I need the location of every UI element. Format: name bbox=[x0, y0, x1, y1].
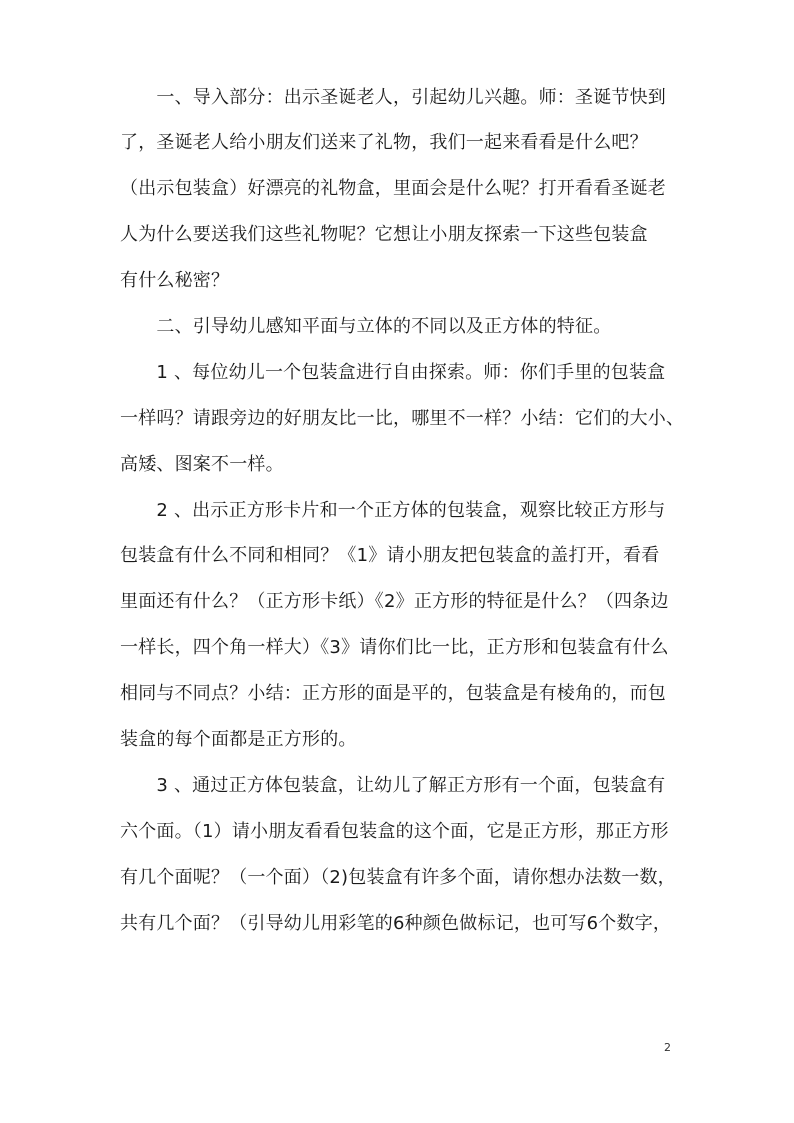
text-line: 了，圣诞老人给小朋友们送来了礼物，我们一起来看看是什么吧？ bbox=[120, 132, 648, 153]
text-line: 里面还有什么？（正方形卡纸）《2》正方形的特征是什么？（四条边 bbox=[120, 591, 669, 612]
text-line: 一样长，四个角一样大）《3》请你们比一比，正方形和包装盒有什么 bbox=[120, 637, 669, 658]
text-line: 3 、通过正方体包装盒，让幼儿了解正方形有一个面，包装盒有 bbox=[120, 775, 666, 796]
text-line: 包装盒有什么不同和相同？《1》请小朋友把包装盒的盖打开，看看 bbox=[120, 545, 660, 566]
text-line: 相同与不同点？小结：正方形的面是平的，包装盒是有棱角的，而包 bbox=[120, 683, 666, 704]
text-line: 1 、每位幼儿一个包装盒进行自由探索。师：你们手里的包装盒 bbox=[120, 362, 666, 383]
text-line: 高矮、图案不一样。 bbox=[120, 454, 284, 475]
text-line: 二、引导幼儿感知平面与立体的不同以及正方体的特征。 bbox=[120, 316, 612, 337]
text-line: 一样吗？请跟旁边的好朋友比一比，哪里不一样？小结：它们的大小、 bbox=[120, 408, 685, 429]
text-line: 六个面。（1）请小朋友看看包装盒的这个面，它是正方形，那正方形 bbox=[120, 821, 669, 842]
text-line: 装盒的每个面都是正方形的。 bbox=[120, 729, 357, 750]
text-line: 有几个面呢？（一个面）（2)包装盒有许多个面，请你想办法数一数， bbox=[120, 867, 676, 888]
text-line: 2 、出示正方形卡片和一个正方体的包装盒，观察比较正方形与 bbox=[120, 500, 666, 521]
page-number: 2 bbox=[664, 1041, 671, 1054]
text-line: 有什么秘密？ bbox=[120, 270, 230, 291]
text-line: 人为什么要送我们这些礼物呢？它想让小朋友探索一下这些包装盒 bbox=[120, 224, 648, 245]
text-line: （出示包装盒）好漂亮的礼物盒，里面会是什么呢？打开看看圣诞老 bbox=[120, 178, 666, 199]
text-line: 共有几个面？（引导幼儿用彩笔的6种颜色做标记，也可写6个数字， bbox=[120, 913, 672, 934]
text-line: 一、导入部分：出示圣诞老人，引起幼儿兴趣。师：圣诞节快到 bbox=[120, 87, 666, 108]
